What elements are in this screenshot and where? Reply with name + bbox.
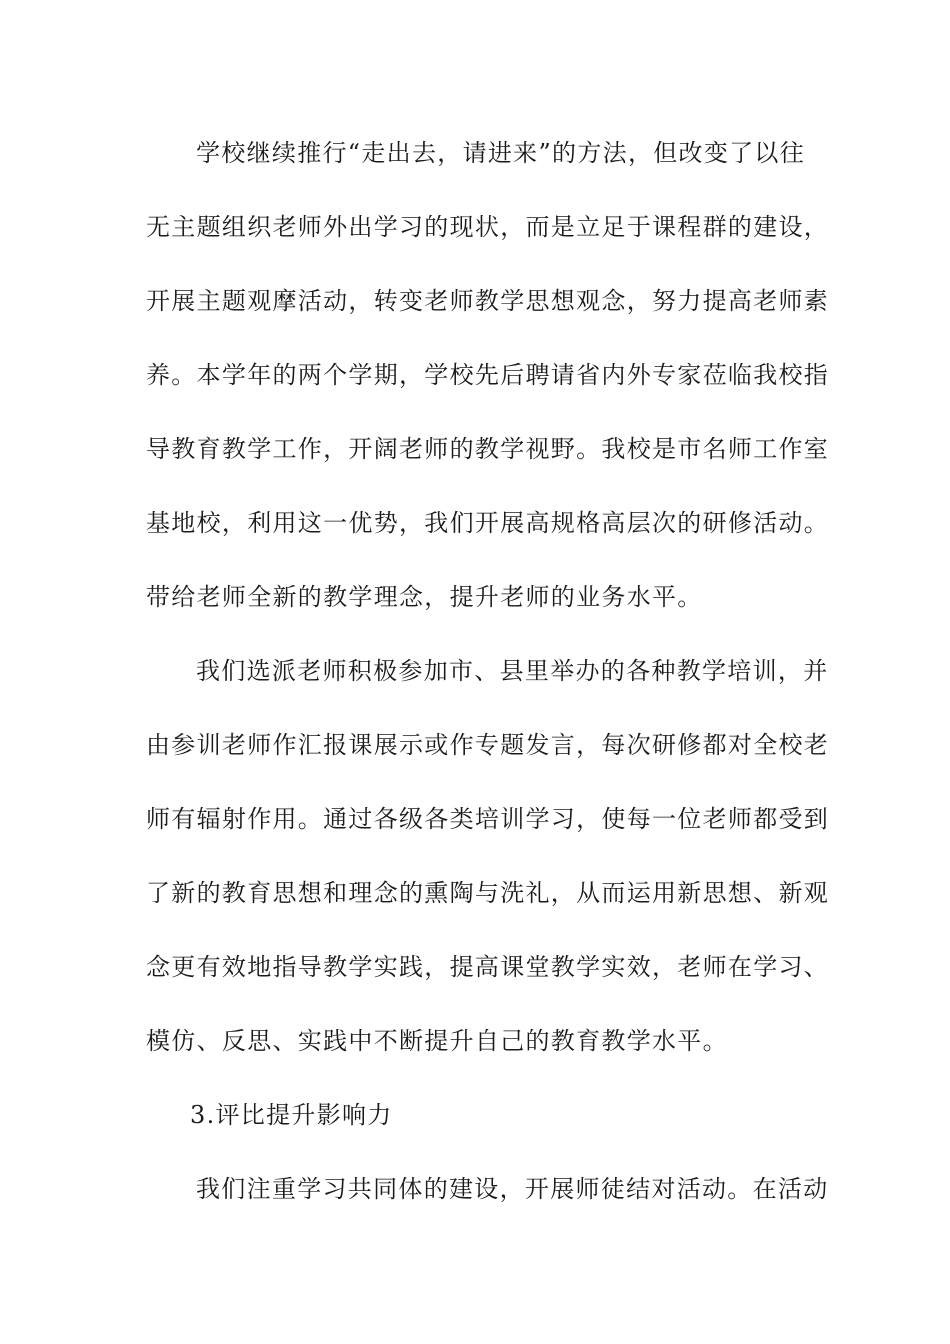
- paragraph-2-line-1: 我们选派老师积极参加市、县里举办的各种教学培训，并: [196, 657, 829, 685]
- paragraph-1-line-1: 学校继续推行“走出去，请进来”的方法，但改变了以往: [196, 139, 806, 167]
- paragraph-2-line-6: 模仿、反思、实践中不断提升自己的教育教学水平。: [146, 1027, 728, 1055]
- paragraph-2-line-4: 了新的教育思想和理念的熏陶与洗礼，从而运用新思想、新观: [146, 879, 830, 907]
- paragraph-3-line-1: 我们注重学习共同体的建设，开展师徒结对活动。在活动: [196, 1175, 829, 1203]
- paragraph-2-line-5: 念更有效地指导教学实践，提高课堂教学实效，老师在学习、: [146, 953, 830, 981]
- paragraph-1-line-6: 基地校，利用这一优势，我们开展高规格高层次的研修活动。: [146, 509, 830, 537]
- paragraph-1-line-5: 导教育教学工作，开阔老师的教学视野。我校是市名师工作室: [146, 435, 830, 463]
- paragraph-2-line-2: 由参训老师作汇报课展示或作专题发言，每次研修都对全校老: [146, 731, 830, 759]
- paragraph-1-line-3: 开展主题观摩活动，转变老师教学思想观念，努力提高老师素: [146, 287, 830, 315]
- paragraph-1-line-4: 养。本学年的两个学期，学校先后聘请省内外专家莅临我校指: [146, 361, 830, 389]
- paragraph-2-line-3: 师有辐射作用。通过各级各类培训学习，使每一位老师都受到: [146, 805, 830, 833]
- paragraph-1-line-2: 无主题组织老师外出学习的现状，而是立足于课程群的建设，: [146, 213, 830, 241]
- paragraph-1-line-7: 带给老师全新的教学理念，提升老师的业务水平。: [146, 583, 703, 611]
- section-heading: 3.评比提升影响力: [190, 1101, 393, 1129]
